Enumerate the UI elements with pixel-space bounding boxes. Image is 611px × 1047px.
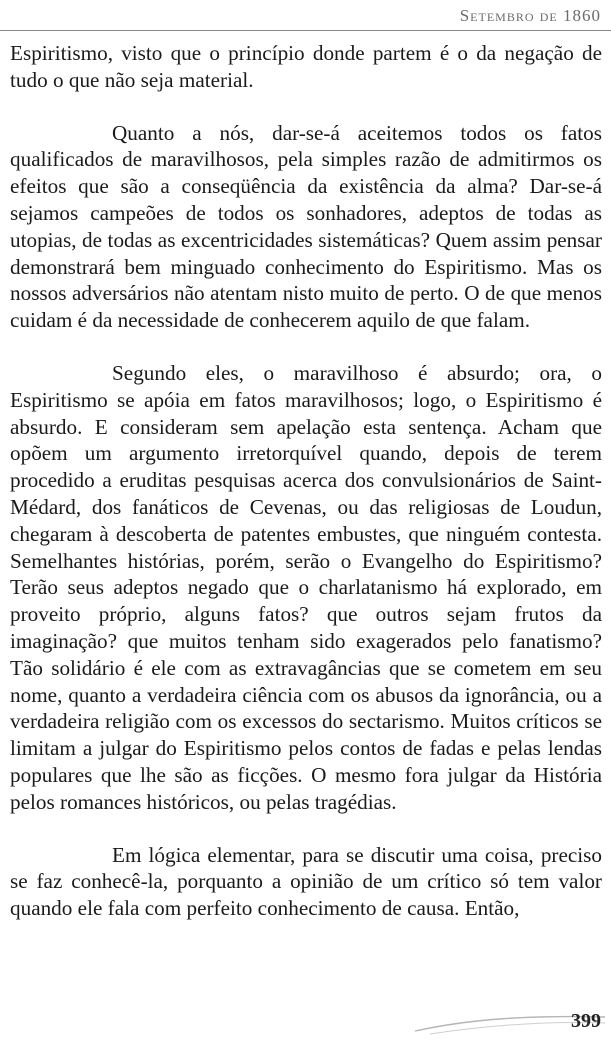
paragraph: Segundo eles, o maravilhoso é absurdo; ora, o Espiritismo se apóia em fatos maravilhosos; logo, o Espiritismo é absurdo. E consideram sem apelação esta sentença. Acham que opõem um argumento irretorquível quando, depois de terem procedido a eruditas pesquisas acerca dos convulsionários de Saint-Médard, dos fanáticos de Cevenas, ou das religiosas de Loudun, chegaram à descoberta de patentes embustes, que ninguém contesta. Semelhantes histórias, porém, serão o Evangelho do Espiritismo? Terão seus adeptos negado que o charlatanismo há explorado, em proveito próprio, alguns fatos? que outros sejam frutos da imaginação? que muitos tenham sido exagerados pelo fanatismo? Tão solidário é ele com as extravagâncias que se cometem em seu nome, quanto a verdadeira ciência com os abusos da ignorância, ou a verdadeira religião com os excessos do sectarismo. Muitos críticos se limitam a julgar do Espiritismo pelos contos de fadas e pelas lendas populares que lhe são as ficções. O mesmo fora julgar da História pelos romances históricos, ou pelas tragédias. bbox=[10, 360, 602, 814]
paragraph: Quanto a nós, dar-se-á aceitemos todos os fatos qualificados de maravilhosos, pela simples razão de admitirmos os efeitos que são a conseqüência da existência da alma? Dar-se-á sejamos campeões de todos os sonhadores, adeptos de todas as utopias, de todas as excentricidades sistemáticas? Quem assim pensar demonstrará bem minguado conhecimento do Espiritismo. Mas os nossos adversários não atentam nisto muito de perto. O de que menos cuidam é da necessidade de conhecerem aquilo de que falam. bbox=[10, 120, 602, 333]
paragraph: Em lógica elementar, para se discutir uma coisa, preciso se faz conhecê-la, porquanto a opinião de um crítico só tem valor quando ele fala com perfeito conhecimento de causa. Então, bbox=[10, 842, 602, 921]
body-text bbox=[10, 40, 602, 922]
running-header: Setembro de 1860 bbox=[459, 6, 601, 25]
paragraph-continued: Espiritismo, visto que o princípio donde partem é o da negação de tudo o que não seja material. bbox=[10, 41, 602, 92]
page-number: 399 bbox=[571, 1010, 601, 1032]
header-rule bbox=[0, 30, 611, 31]
